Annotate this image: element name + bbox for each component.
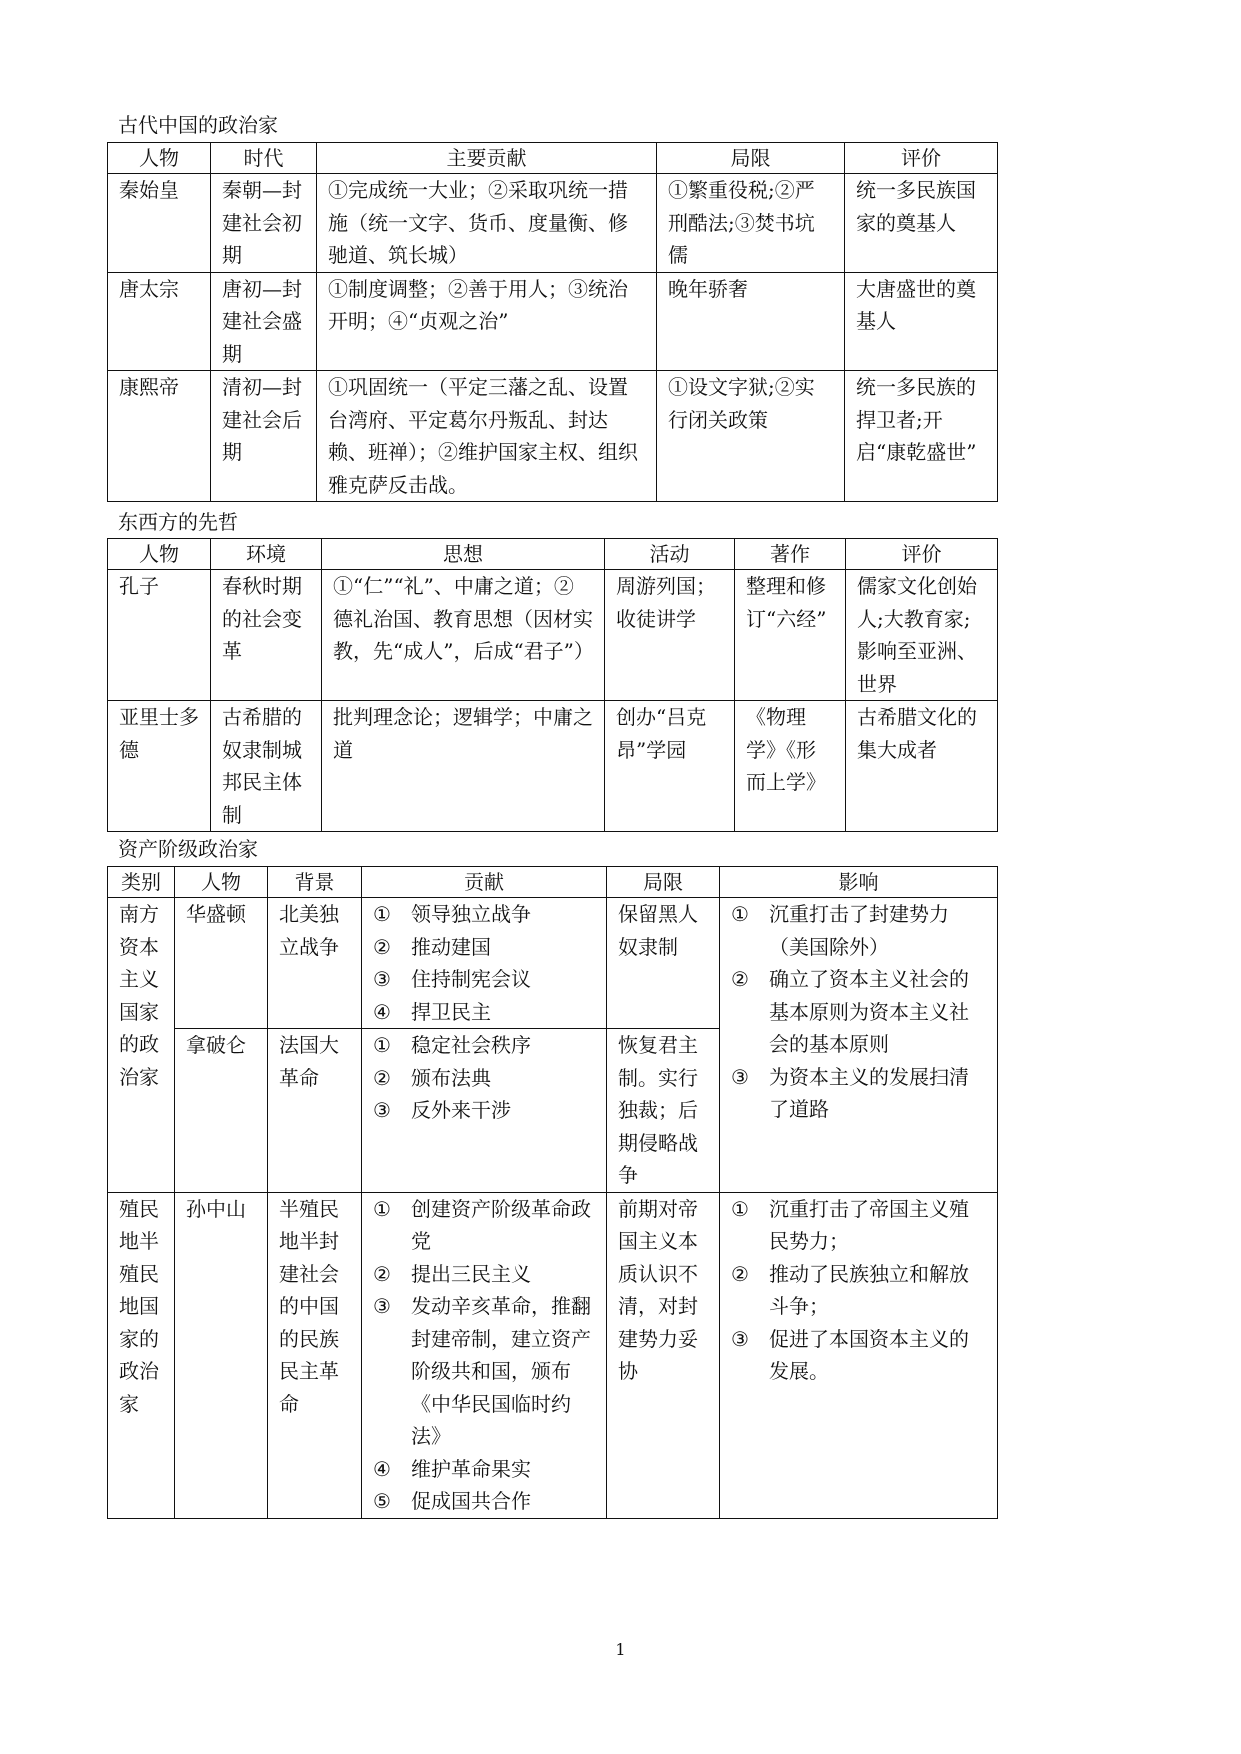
cell-category: 殖民地半殖民地国家的政治家 [108, 1192, 175, 1518]
impact-list [731, 1193, 986, 1388]
cell-thought: ①“仁”“礼”、中庸之道；②德礼治国、教育思想（因材实教，先“成人”，后成“君子”） [322, 570, 605, 701]
cell-evaluation: 古希腊文化的集大成者 [846, 701, 998, 832]
list-item: ③ 发动辛亥革命，推翻封建帝制，建立资产阶级共和国，颁布《中华民国临时约法》 [373, 1294, 591, 1448]
cell-contribution: ①制度调整；②善于用人；③统治开明；④“贞观之治” [317, 272, 657, 371]
header-cell: 评价 [846, 539, 998, 570]
list-item: ③ 住持制宪会议 [373, 967, 531, 991]
header-cell: 类别 [108, 867, 175, 898]
list-item: ① 创建资产阶级革命政党 [373, 1196, 591, 1253]
cell-activity: 周游列国；收徒讲学 [605, 570, 735, 701]
list-item: ① 稳定社会秩序 [373, 1033, 531, 1057]
cell-works: 整理和修订“六经” [735, 570, 846, 701]
cell-person: 孙中山 [175, 1192, 268, 1518]
section-title-ancient-politicians: 古代中国的政治家 [118, 113, 278, 137]
cell-evaluation: 大唐盛世的奠基人 [845, 272, 998, 371]
header-cell: 局限 [657, 143, 845, 174]
list-item: ② 颁布法典 [373, 1065, 491, 1090]
section-title-philosophers: 东西方的先哲 [118, 510, 238, 534]
list-item: ① 沉重打击了封建势力（美国除外） [731, 902, 949, 959]
header-cell: 人物 [175, 867, 268, 898]
cell-limitation: ①设文字狱;②实行闭关政策 [657, 371, 845, 502]
cell-works: 《物理学》《形而上学》 [735, 701, 846, 832]
header-cell: 活动 [605, 539, 735, 570]
cell-person: 康熙帝 [108, 371, 211, 502]
cell-person: 拿破仑 [175, 1029, 268, 1193]
list-item: ④ 维护革命果实 [373, 1456, 531, 1481]
cell-background: 北美独立战争 [268, 898, 362, 1029]
header-cell: 人物 [108, 143, 211, 174]
header-cell: 著作 [735, 539, 846, 570]
table-row [108, 701, 998, 832]
cell-contribution [362, 1192, 607, 1518]
cell-limitation: 晚年骄奢 [657, 272, 845, 371]
cell-era: 清初—封建社会后期 [211, 371, 317, 502]
header-cell: 贡献 [362, 867, 607, 898]
cell-limitation: ①繁重役税;②严刑酷法;③焚书坑儒 [657, 174, 845, 273]
cell-impact [720, 898, 998, 1193]
table-bourgeois-politicians [107, 866, 998, 1519]
cell-person: 唐太宗 [108, 272, 211, 371]
cell-limitation: 恢复君主制。实行独裁；后期侵略战争 [607, 1029, 720, 1193]
list-item: ① 沉重打击了帝国主义殖民势力； [731, 1196, 969, 1253]
cell-person: 秦始皇 [108, 174, 211, 273]
cell-evaluation: 统一多民族的捍卫者;开启“康乾盛世” [845, 371, 998, 502]
list-item: ② 提出三民主义 [373, 1261, 531, 1286]
cell-evaluation: 儒家文化创始人;大教育家;影响至亚洲、世界 [846, 570, 998, 701]
cell-background: 半殖民地半封建社会的中国的民族民主革命 [268, 1192, 362, 1518]
table-row [108, 174, 998, 273]
contribution-list [373, 898, 595, 1028]
table-row [108, 371, 998, 502]
cell-activity: 创办“吕克昂”学园 [605, 701, 735, 832]
list-item: ③ 促进了本国资本主义的发展。 [731, 1326, 969, 1383]
contribution-list [373, 1193, 595, 1518]
cell-era: 秦朝—封建社会初期 [211, 174, 317, 273]
cell-limitation: 前期对帝国主义本质认识不清，对封建势力妥协 [607, 1192, 720, 1518]
cell-contribution: ①完成统一大业；②采取巩统一措施（统一文字、货币、度量衡、修驰道、筑长城） [317, 174, 657, 273]
header-cell: 评价 [845, 143, 998, 174]
impact-list [731, 898, 986, 1126]
cell-environment: 春秋时期的社会变革 [211, 570, 322, 701]
list-item: ③ 为资本主义的发展扫清了道路 [731, 1064, 969, 1121]
header-cell: 时代 [211, 143, 317, 174]
cell-background: 法国大革命 [268, 1029, 362, 1193]
cell-contribution [362, 1029, 607, 1193]
list-item: ② 推动建国 [373, 934, 491, 959]
contribution-list [373, 1029, 595, 1127]
table-row [108, 570, 998, 701]
cell-person: 亚里士多德 [108, 701, 211, 832]
cell-environment: 古希腊的奴隶制城邦民主体制 [211, 701, 322, 832]
table-header-row [108, 867, 998, 898]
cell-category: 南方资本主义国家的政治家 [108, 898, 175, 1193]
table-philosophers [107, 538, 998, 832]
list-item: ⑤ 促成国共合作 [373, 1489, 531, 1513]
list-item: ④ 捍卫民主 [373, 999, 491, 1024]
header-cell: 环境 [211, 539, 322, 570]
section-title-bourgeois-politicians: 资产阶级政治家 [118, 837, 258, 861]
cell-person: 华盛顿 [175, 898, 268, 1029]
header-cell: 人物 [108, 539, 211, 570]
table-ancient-politicians [107, 142, 998, 502]
cell-era: 唐初—封建社会盛期 [211, 272, 317, 371]
cell-impact [720, 1192, 998, 1518]
cell-limitation: 保留黑人奴隶制 [607, 898, 720, 1029]
table-row [108, 898, 998, 1029]
list-item: ① 领导独立战争 [373, 902, 531, 926]
cell-thought: 批判理念论；逻辑学；中庸之道 [322, 701, 605, 832]
cell-contribution: ①巩固统一（平定三藩之乱、设置台湾府、平定葛尔丹叛乱、封达赖、班禅）；②维护国家主权、组织雅克萨反击战。 [317, 371, 657, 502]
table-row [108, 272, 998, 371]
header-cell: 背景 [268, 867, 362, 898]
list-item: ② 确立了资本主义社会的基本原则为资本主义社会的基本原则 [731, 967, 969, 1056]
page-number: 1 [615, 1640, 626, 1659]
cell-contribution [362, 898, 607, 1029]
header-cell: 思想 [322, 539, 605, 570]
header-cell: 局限 [607, 867, 720, 898]
list-item: ③ 反外来干涉 [373, 1098, 511, 1122]
header-cell: 影响 [720, 867, 998, 898]
list-item: ② 推动了民族独立和解放斗争； [731, 1261, 969, 1318]
table-header-row [108, 143, 998, 174]
cell-person: 孔子 [108, 570, 211, 701]
table-row [108, 1192, 998, 1518]
header-cell: 主要贡献 [317, 143, 657, 174]
cell-evaluation: 统一多民族国家的奠基人 [845, 174, 998, 273]
table-header-row [108, 539, 998, 570]
